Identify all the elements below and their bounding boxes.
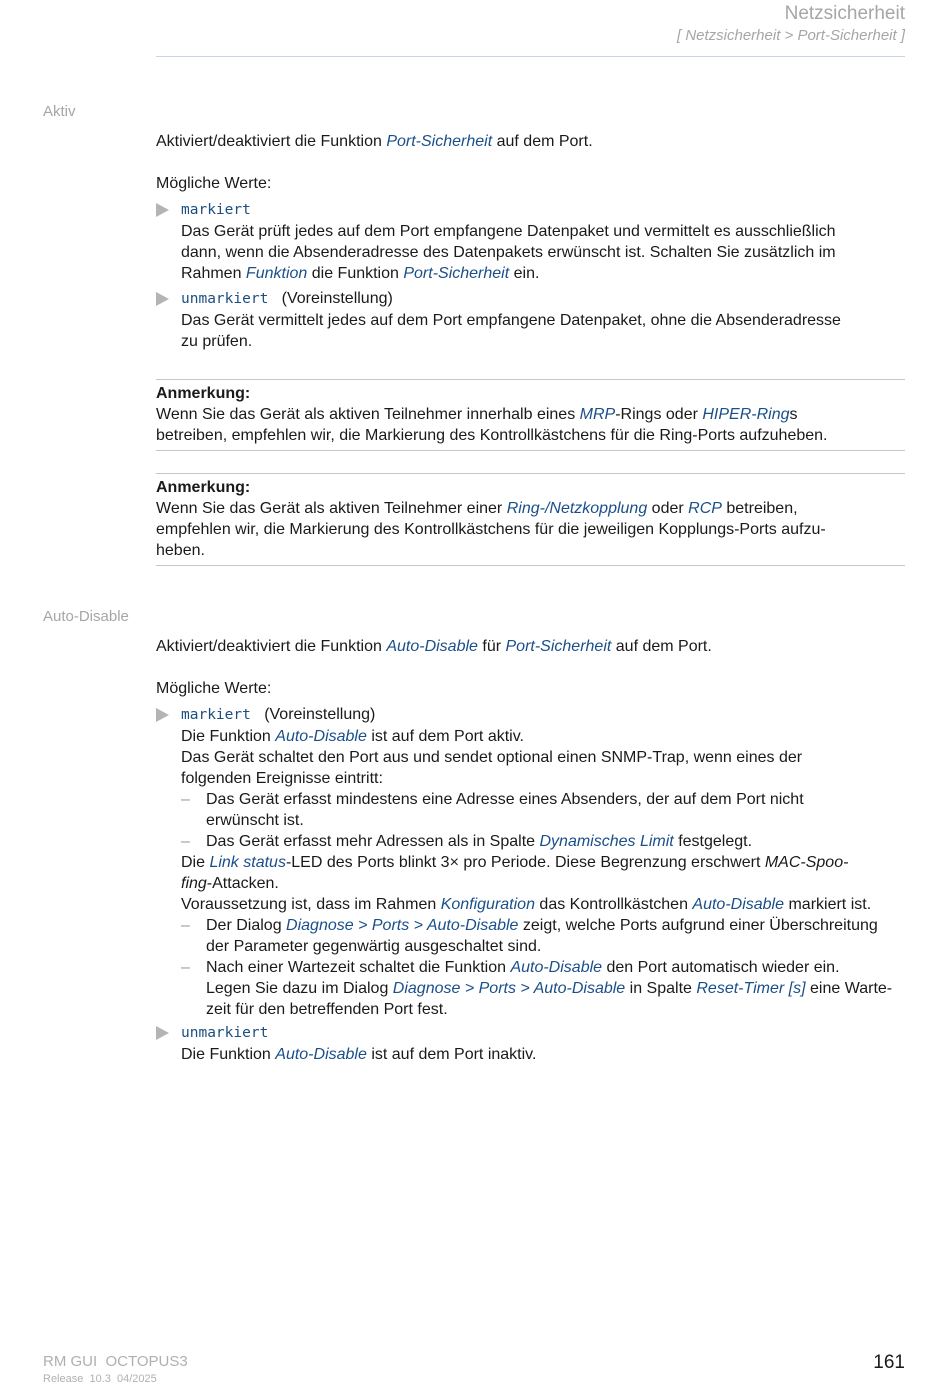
text-line — [206, 831, 905, 852]
link-port-sicherheit[interactable]: Port-Sicherheit — [505, 638, 612, 655]
text-line: Das Gerät vermittelt jedes auf dem Port empfangene Datenpaket, ohne die Absenderadresse — [181, 312, 841, 329]
text-line — [206, 915, 905, 936]
aktiv-option-unmarkiert — [156, 288, 905, 352]
text: Voraussetzung ist, dass im Rahmen — [181, 896, 441, 913]
text: die Funktion — [307, 265, 404, 282]
page-header-title: Netzsicherheit — [784, 3, 905, 24]
text: Die Funktion — [181, 1046, 276, 1063]
text: auf dem Port. — [492, 133, 593, 150]
text: -Rings oder — [615, 406, 703, 423]
text: zeigt, welche Ports aufgrund einer Überschreitung — [518, 917, 878, 934]
page-number: 161 — [873, 1352, 905, 1373]
link-link-status[interactable]: Link status — [209, 854, 286, 871]
link-rcp[interactable]: RCP — [688, 500, 722, 517]
text-line: der Parameter gegenwärtig ausgeschaltet sind. — [206, 938, 542, 955]
text: fing — [181, 875, 207, 892]
auto-disable-values-heading: Mögliche Werte: — [156, 680, 272, 697]
link-auto-disable[interactable]: Auto-Disable — [275, 728, 367, 745]
text-line: heben. — [156, 542, 205, 559]
dash-bullet-icon: – — [181, 833, 190, 850]
dash-list-item — [181, 957, 905, 1020]
text-line — [181, 263, 905, 284]
text-line: Das Gerät erfasst mindestens eine Adresse eines Absenders, der auf dem Port nicht — [206, 791, 804, 808]
text-line: betreiben, empfehlen wir, die Markierung des Kontrollkästchens für die Ring-Ports aufzuheben. — [156, 427, 828, 444]
link-auto-disable[interactable]: Auto-Disable — [275, 1046, 367, 1063]
aktiv-description — [156, 131, 905, 152]
text: MAC-Spoo- — [764, 854, 849, 871]
text: markiert ist. — [784, 896, 872, 913]
breadcrumb: [ Netzsicherheit > Port-Sicherheit ] — [676, 27, 905, 44]
default-marker: (Voreinstellung) — [264, 706, 376, 723]
text: Legen Sie dazu im Dialog — [206, 980, 393, 997]
dash-bullet-icon: – — [181, 791, 190, 808]
text-line: folgenden Ereignisse eintritt: — [181, 770, 383, 787]
text-line — [181, 873, 905, 894]
aktiv-values-heading: Mögliche Werte: — [156, 175, 272, 192]
bullet-triangle-icon — [156, 292, 169, 306]
text-line: Das Gerät schaltet den Port aus und sendet optional einen SNMP-Trap, wenn eines der — [181, 749, 803, 766]
note-title: Anmerkung: — [156, 385, 251, 402]
dash-list-item — [181, 915, 905, 957]
link-ring-netzkopplung[interactable]: Ring-/Netzkopplung — [506, 500, 648, 517]
text: Nach einer Wartezeit schaltet die Funktion — [206, 959, 511, 976]
text: Die — [181, 854, 210, 871]
text: Wenn Sie das Gerät als aktiven Teilnehmer einer — [156, 500, 507, 517]
text: Rahmen — [181, 265, 246, 282]
dash-list-item — [181, 831, 905, 852]
link-auto-disable[interactable]: Auto-Disable — [510, 959, 603, 976]
footer-document-title: RM GUI OCTOPUS3 — [43, 1353, 188, 1370]
text-line: dann, wenn die Absenderadresse des Datenpakets erwünscht ist. Schalten Sie zusätzlich im — [181, 244, 836, 261]
text-line: empfehlen wir, die Markierung des Kontrollkästchens für die jeweiligen Kopplungs-Ports aufzu- — [156, 521, 826, 538]
link-port-sicherheit[interactable]: Port-Sicherheit — [386, 133, 493, 150]
text: Aktiviert/deaktiviert die Funktion — [156, 133, 387, 150]
link-diagnose-ports-auto-disable[interactable]: Diagnose > Ports > Auto-Disable — [392, 980, 626, 997]
value-code: unmarkiert — [181, 1025, 269, 1041]
text: Die Funktion — [181, 728, 276, 745]
section-label-aktiv: Aktiv — [43, 103, 76, 120]
text-line — [181, 726, 905, 747]
note-box — [156, 473, 905, 566]
link-konfiguration[interactable]: Konfiguration — [440, 896, 535, 913]
text-line — [156, 498, 905, 519]
auto-disable-option-unmarkiert — [156, 1022, 905, 1065]
text-line — [206, 957, 905, 978]
link-mrp[interactable]: MRP — [579, 406, 616, 423]
text-line — [181, 894, 905, 915]
text: Das Gerät erfasst mehr Adressen als in Spalte — [206, 833, 540, 850]
text-line — [206, 978, 905, 999]
bullet-triangle-icon — [156, 708, 169, 722]
dash-list-item — [181, 789, 905, 831]
text-line — [181, 1044, 905, 1065]
link-port-sicherheit[interactable]: Port-Sicherheit — [403, 265, 510, 282]
text-line — [156, 404, 905, 425]
text-line: zu prüfen. — [181, 333, 253, 350]
value-code: markiert — [181, 202, 251, 218]
auto-disable-description — [156, 636, 905, 657]
text: den Port automatisch wieder ein. — [602, 959, 840, 976]
link-reset-timer[interactable]: Reset-Timer [s] — [696, 980, 806, 997]
dash-bullet-icon: – — [181, 917, 190, 934]
section-label-auto-disable: Auto-Disable — [43, 608, 129, 625]
bullet-triangle-icon — [156, 1026, 169, 1040]
text: eine Warte- — [805, 980, 893, 997]
link-auto-disable[interactable]: Auto-Disable — [386, 638, 478, 655]
text: ist auf dem Port aktiv. — [366, 728, 524, 745]
text: ein. — [509, 265, 540, 282]
header-divider — [156, 56, 905, 57]
text: auf dem Port. — [611, 638, 712, 655]
text: das Kontrollkästchen — [534, 896, 693, 913]
footer-release: Release 10.3 04/2025 — [43, 1373, 157, 1385]
link-hiper-ring[interactable]: HIPER-Ring — [702, 406, 790, 423]
value-code: markiert — [181, 707, 251, 723]
text-line: zeit für den betreffenden Port fest. — [206, 1001, 448, 1018]
link-auto-disable[interactable]: Auto-Disable — [692, 896, 785, 913]
dash-bullet-icon: – — [181, 959, 190, 976]
text: für — [477, 638, 506, 655]
text: betreiben, — [721, 500, 798, 517]
link-diagnose-ports-auto-disable[interactable]: Diagnose > Ports > Auto-Disable — [286, 917, 519, 934]
text: -Attacken. — [206, 875, 279, 892]
text: Wenn Sie das Gerät als aktiven Teilnehmer innerhalb eines — [156, 406, 580, 423]
text: oder — [647, 500, 689, 517]
note-title: Anmerkung: — [156, 479, 251, 496]
auto-disable-option-markiert — [156, 704, 905, 1020]
aktiv-option-markiert — [156, 199, 905, 284]
text: festgelegt. — [673, 833, 753, 850]
bullet-triangle-icon — [156, 203, 169, 217]
text: Der Dialog — [206, 917, 287, 934]
text: s — [789, 406, 798, 423]
text: ist auf dem Port inaktiv. — [366, 1046, 537, 1063]
text: in Spalte — [625, 980, 697, 997]
default-marker: (Voreinstellung) — [281, 290, 393, 307]
note-box — [156, 379, 905, 451]
text: Aktiviert/deaktiviert die Funktion — [156, 638, 387, 655]
link-dynamisches-limit[interactable]: Dynamisches Limit — [539, 833, 674, 850]
text-line — [181, 852, 905, 873]
text-line: Das Gerät prüft jedes auf dem Port empfangene Datenpaket und vermittelt es ausschließlich — [181, 223, 836, 240]
link-funktion[interactable]: Funktion — [245, 265, 308, 282]
value-code: unmarkiert — [181, 291, 269, 307]
text-line: erwünscht ist. — [206, 812, 304, 829]
text: -LED des Ports blinkt 3× pro Periode. Diese Begrenzung erschwert — [285, 854, 765, 871]
